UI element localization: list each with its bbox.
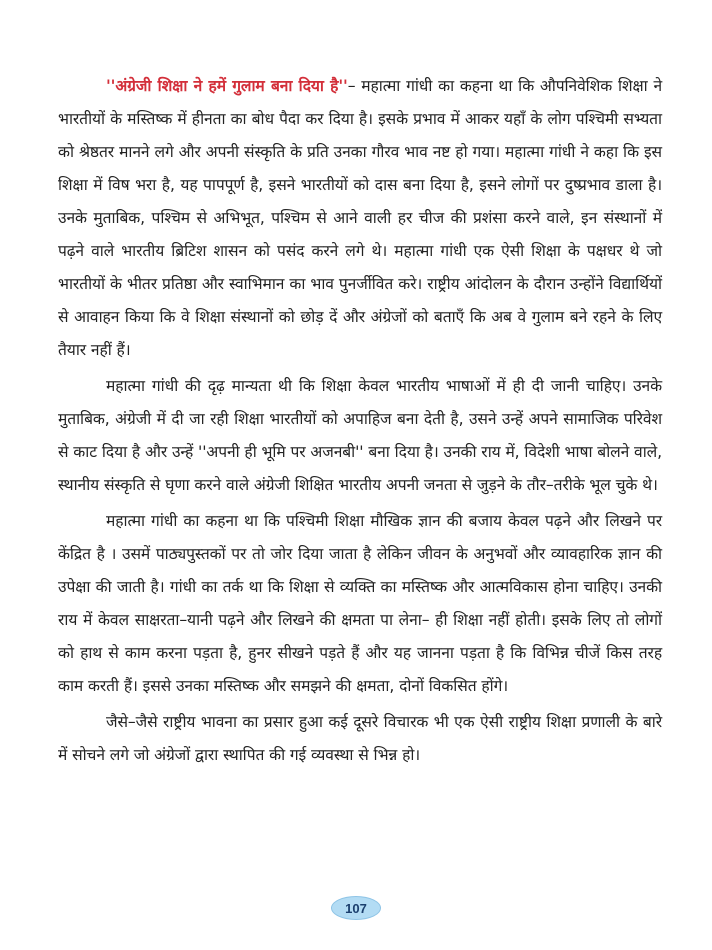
paragraph-4 [58, 706, 662, 772]
paragraph-1 [58, 70, 662, 367]
paragraph-2 [58, 370, 662, 502]
paragraph-4-text: जैसे–जैसे राष्ट्रीय भावना का प्रसार हुआ कई दूसरे विचारक भी एक ऐसी राष्ट्रीय शिक्षा प्रणाली के बारे में सोचने लगे जो अंग्रेजों द्वारा स्थापित की गई व्यवस्था से भिन्न हो। [58, 713, 662, 764]
page-number: 107 [345, 900, 367, 916]
paragraph-3 [58, 505, 662, 703]
paragraph-2-text: महात्मा गांधी की दृढ़ मान्यता थी कि शिक्षा केवल भारतीय भाषाओं में ही दी जानी चाहिए। उनके मुताबिक, अंग्रेजी में दी जा रही शिक्षा भारतीयों को अपाहिज बना देती है, उसने उन्हें अपने सामाजिक परिवेश से काट दिया है और उन्हें ''अपनी ही भूमि पर अजनबी'' बना दिया है। उनकी राय में, विदेशी भाषा बोलने वाले, स्थानीय संस्कृति से घृणा करने वाले अंग्रेजी शिक्षित भारतीय अपनी जनता से जुड़ने के तौर–तरीके भूल चुके थे। [58, 377, 662, 494]
paragraph-3-text: महात्मा गांधी का कहना था कि पश्चिमी शिक्षा मौखिक ज्ञान की बजाय केवल पढ़ने और लिखने पर केंद्रित है । उसमें पाठ्यपुस्तकों पर तो जोर दिया जाता है लेकिन जीवन के अनुभवों और व्यावहारिक ज्ञान की उपेक्षा की जाती है। गांधी का तर्क था कि शिक्षा से व्यक्ति का मस्तिष्क और आत्मविकास होना चाहिए। उनकी राय में केवल साक्षरता–यानी पढ़ने और लिखने की क्षमता पा लेना– ही शिक्षा नहीं होती। इसके लिए तो लोगों को हाथ से काम करना पड़ता है, हुनर सीखने पड़ते हैं और यह जानना पड़ता है कि विभिन्न चीजें किस तरह काम करती हैं। इससे उनका मस्तिष्क और समझने की क्षमता, दोनों विकसित होंगे। [58, 512, 662, 695]
page-body [58, 70, 662, 775]
gandhi-quote-highlight: ''अंग्रेजी शिक्षा ने हमें गुलाम बना दिया है'' [106, 77, 348, 95]
page-number-badge [331, 896, 381, 920]
page-footer [0, 895, 712, 921]
paragraph-1-text: – महात्मा गांधी का कहना था कि औपनिवेशिक शिक्षा ने भारतीयों के मस्तिष्क में हीनता का बोध पैदा कर दिया है। इसके प्रभाव में आकर यहाँ के लोग पश्चिमी सभ्यता को श्रेष्ठतर मानने लगे और अपनी संस्कृति के प्रति उनका गौरव भाव नष्ट हो गया। महात्मा गांधी ने कहा कि इस शिक्षा में विष भरा है, यह पापपूर्ण है, इसने भारतीयों को दास बना दिया है, इसने लोगों पर दुष्प्रभाव डाला है। उनके मुताबिक, पश्चिम से अभिभूत, पश्चिम से आने वाली हर चीज की प्रशंसा करने वाले, इन संस्थानों में पढ़ने वाले भारतीय ब्रिटिश शासन को पसंद करने लगे थे। महात्मा गांधी एक ऐसी शिक्षा के पक्षधर थे जो भारतीयों के भीतर प्रतिष्ठा और स्वाभिमान का भाव पुनर्जीवित करे। राष्ट्रीय आंदोलन के दौरान उन्होंने विद्यार्थियों से आवाहन किया कि वे शिक्षा संस्थानों को छोड़ दें और अंग्रेजों को बताएँ कि अब वे गुलाम बने रहने के लिए तैयार नहीं हैं। [58, 77, 662, 359]
